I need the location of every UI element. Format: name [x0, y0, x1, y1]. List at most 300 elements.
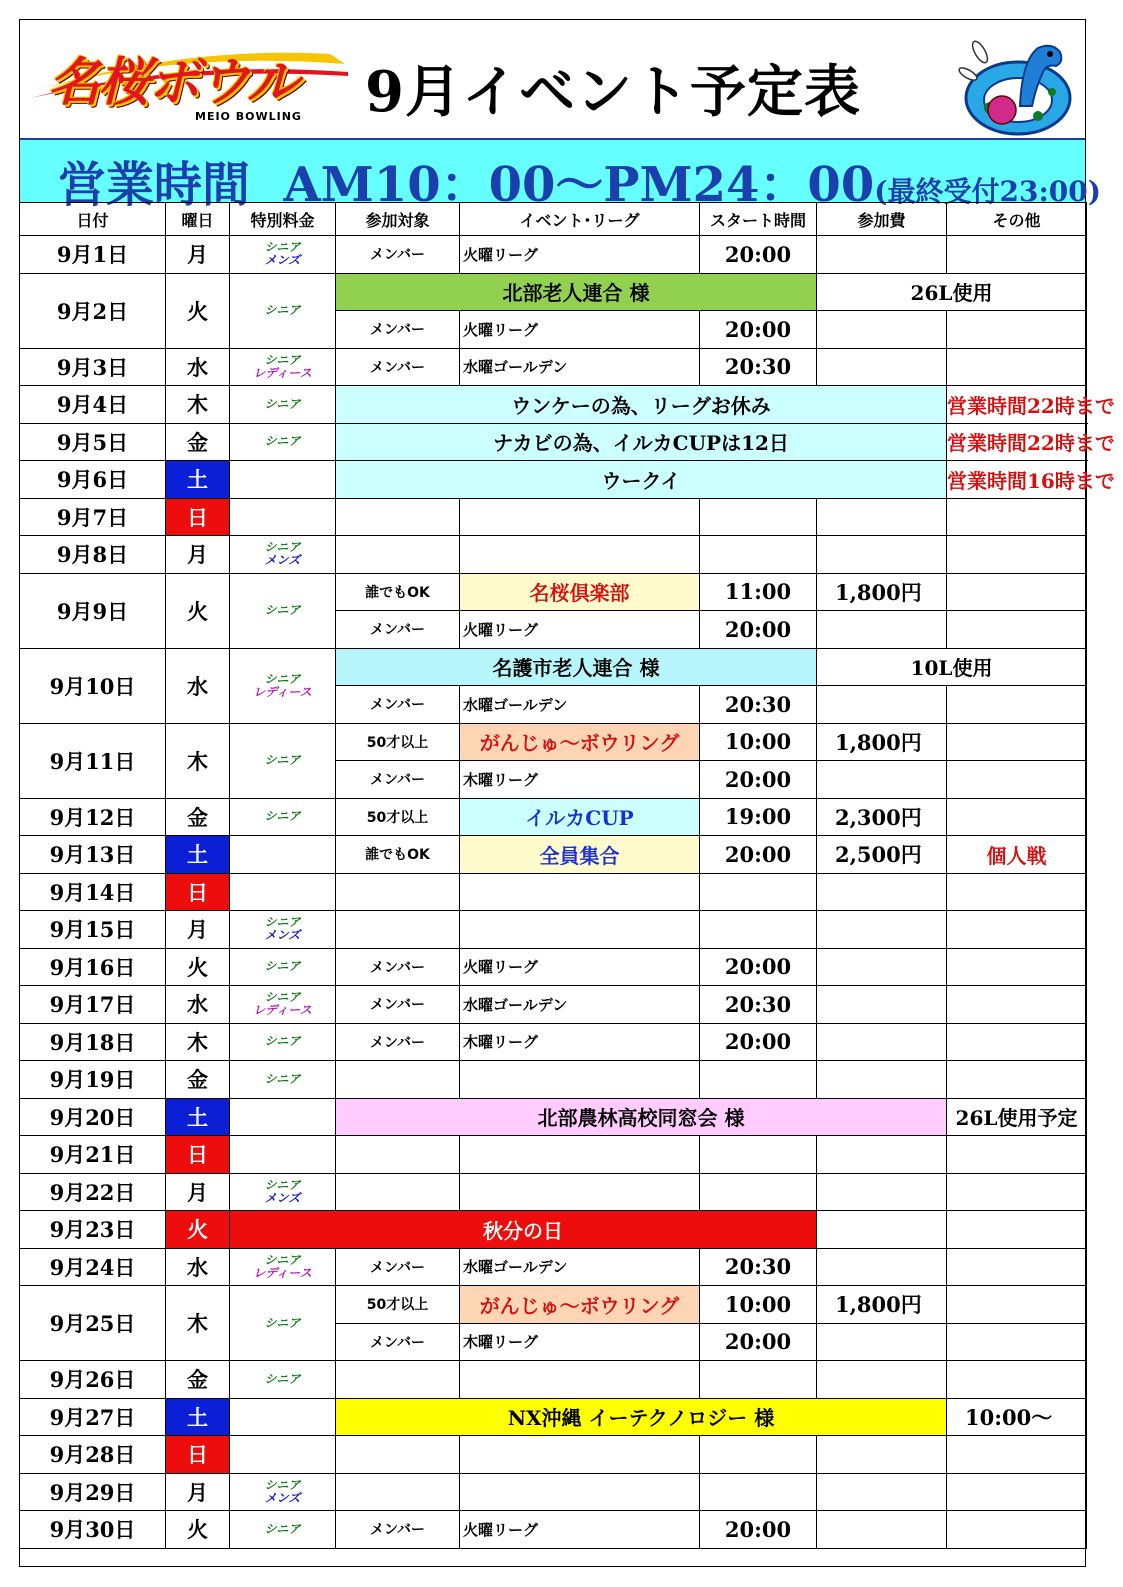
fee-cell: [817, 1323, 947, 1361]
target-cell: 誰でもOK: [336, 573, 460, 611]
fee-cell: [817, 536, 947, 574]
date-cell: 9月12日: [20, 798, 166, 836]
group-note-cell: 10L使用: [817, 648, 1087, 686]
col-header-start: スタート時間: [700, 203, 817, 236]
weekday-cell: 金: [166, 1061, 230, 1099]
group-note-cell: 26L使用: [817, 273, 1087, 311]
table-row: [20, 236, 1087, 274]
other-cell: [947, 1023, 1087, 1061]
event-cell: [460, 1436, 700, 1474]
target-cell: メンバー: [336, 686, 460, 724]
rate-cell: [230, 236, 336, 274]
rate-senior: シニア: [264, 240, 301, 255]
date-cell: 9月10日: [20, 648, 166, 723]
weekday-cell: 水: [166, 986, 230, 1024]
notice-cell: ウークイ: [336, 461, 947, 499]
rate-senior: シニア: [264, 352, 301, 367]
event-cell: [460, 873, 700, 911]
table-row: [20, 986, 1087, 1024]
event-cell: 木曜リーグ: [460, 761, 700, 799]
notice-cell: ウンケーの為、リーグお休み: [336, 386, 947, 424]
business-hours-bar: [20, 140, 1101, 213]
rate-cell: [230, 423, 336, 461]
target-cell: [336, 1061, 460, 1099]
weekday-cell: 木: [166, 1286, 230, 1361]
date-cell: 9月18日: [20, 1023, 166, 1061]
rate-cell: [230, 1061, 336, 1099]
date-cell: 9月8日: [20, 536, 166, 574]
date-cell: 9月2日: [20, 273, 166, 348]
weekday-cell: 金: [166, 1361, 230, 1399]
fee-cell: [817, 1023, 947, 1061]
weekday-cell: 木: [166, 386, 230, 424]
weekday-cell: 土: [166, 1398, 230, 1436]
date-cell: 9月6日: [20, 461, 166, 499]
table-row: [20, 498, 1087, 536]
fee-cell: [817, 986, 947, 1024]
target-cell: [336, 1173, 460, 1211]
rate-cell: [230, 798, 336, 836]
rate-cell: [230, 386, 336, 424]
event-cell: 水曜ゴールデン: [460, 1248, 700, 1286]
other-cell: [947, 948, 1087, 986]
rate-cell: [230, 911, 336, 949]
rate-mens: メンズ: [264, 928, 301, 943]
logo-subtitle: MEIO BOWLING: [195, 110, 302, 123]
rate-senior: シニア: [264, 990, 301, 1005]
rate-cell: [230, 1023, 336, 1061]
group-note-cell: 26L使用予定: [947, 1098, 1087, 1136]
rate-senior: シニア: [264, 959, 301, 974]
event-cell: 水曜ゴールデン: [460, 986, 700, 1024]
fee-cell: [817, 761, 947, 799]
other-cell: [947, 1286, 1087, 1324]
time-cell: 20:00: [700, 1323, 817, 1361]
rate-cell: [230, 1173, 336, 1211]
rate-cell: [230, 1361, 336, 1399]
other-cell: [947, 1473, 1087, 1511]
rate-cell: [230, 1136, 336, 1174]
col-header-date: 日付: [20, 203, 166, 236]
fee-cell: 2,500円: [817, 836, 947, 874]
table-row: [20, 536, 1087, 574]
group-booking-cell: 名護市老人連合 様: [336, 648, 817, 686]
other-cell: [947, 1136, 1087, 1174]
date-cell: 9月21日: [20, 1136, 166, 1174]
rate-senior: シニア: [264, 1252, 301, 1267]
rate-cell: [230, 1398, 336, 1436]
event-cell: [460, 1473, 700, 1511]
fee-cell: 1,800円: [817, 1286, 947, 1324]
col-header-target: 参加対象: [336, 203, 460, 236]
weekday-cell: 月: [166, 911, 230, 949]
weekday-cell: 火: [166, 573, 230, 648]
rate-ladies: レディース: [253, 365, 312, 380]
time-cell: [700, 911, 817, 949]
time-cell: [700, 1136, 817, 1174]
other-cell: [947, 1248, 1087, 1286]
fee-cell: [817, 873, 947, 911]
fee-cell: [817, 1361, 947, 1399]
hours-change-cell: 営業時間22時まで: [947, 386, 1087, 424]
time-cell: [700, 1361, 817, 1399]
other-cell: [947, 573, 1087, 611]
weekday-cell: 木: [166, 723, 230, 798]
weekday-cell: 金: [166, 423, 230, 461]
fee-cell: [817, 1436, 947, 1474]
rate-senior: シニア: [264, 1177, 301, 1192]
other-cell: [947, 761, 1087, 799]
time-cell: 20:00: [700, 236, 817, 274]
other-cell: [947, 686, 1087, 724]
rate-senior: シニア: [264, 1315, 301, 1330]
other-cell: [947, 236, 1087, 274]
event-cell: 火曜リーグ: [460, 948, 700, 986]
rate-ladies: レディース: [253, 1003, 312, 1018]
other-cell: [947, 348, 1087, 386]
event-cell: 火曜リーグ: [460, 236, 700, 274]
logo: [30, 40, 360, 135]
target-cell: [336, 1436, 460, 1474]
table-row: [20, 911, 1087, 949]
time-cell: [700, 498, 817, 536]
target-cell: 50才以上: [336, 798, 460, 836]
target-cell: [336, 536, 460, 574]
weekday-cell: 月: [166, 1173, 230, 1211]
fee-cell: [817, 311, 947, 349]
group-booking-cell: 北部農林高校同窓会 様: [336, 1098, 947, 1136]
weekday-cell: 土: [166, 1098, 230, 1136]
rate-cell: [230, 948, 336, 986]
other-cell: [947, 798, 1087, 836]
event-cell: 水曜ゴールデン: [460, 348, 700, 386]
rate-senior: シニア: [264, 671, 301, 686]
date-cell: 9月7日: [20, 498, 166, 536]
table-row: [20, 1511, 1087, 1549]
fee-cell: 1,800円: [817, 573, 947, 611]
date-cell: 9月5日: [20, 423, 166, 461]
hours-change-cell: 営業時間22時まで: [947, 423, 1087, 461]
date-cell: 9月20日: [20, 1098, 166, 1136]
table-row: [20, 1248, 1087, 1286]
rate-mens: メンズ: [264, 253, 301, 268]
event-cell: [460, 911, 700, 949]
rate-cell: [230, 573, 336, 648]
date-cell: 9月19日: [20, 1061, 166, 1099]
date-cell: 9月26日: [20, 1361, 166, 1399]
target-cell: メンバー: [336, 1248, 460, 1286]
rate-senior: シニア: [264, 1034, 301, 1049]
table-row: [20, 273, 1087, 311]
time-cell: [700, 536, 817, 574]
date-cell: 9月25日: [20, 1286, 166, 1361]
rate-ladies: レディース: [253, 684, 312, 699]
other-cell: [947, 1211, 1087, 1249]
table-row: [20, 1286, 1087, 1324]
target-cell: [336, 911, 460, 949]
target-cell: [336, 1473, 460, 1511]
weekday-cell: 月: [166, 536, 230, 574]
table-row: [20, 948, 1087, 986]
other-cell: [947, 498, 1087, 536]
rate-senior: シニア: [264, 1477, 301, 1492]
table-row: [20, 348, 1087, 386]
time-cell: 10:00: [700, 723, 817, 761]
table-row: [20, 1398, 1087, 1436]
time-cell: 19:00: [700, 798, 817, 836]
rate-senior: シニア: [264, 1371, 301, 1386]
group-booking-cell: NX沖縄 イーテクノロジー 様: [336, 1398, 947, 1436]
date-cell: 9月1日: [20, 236, 166, 274]
time-cell: [700, 1061, 817, 1099]
target-cell: [336, 873, 460, 911]
target-cell: 50才以上: [336, 723, 460, 761]
other-cell: [947, 1061, 1087, 1099]
event-cell: [460, 1361, 700, 1399]
table-row: [20, 423, 1087, 461]
fee-cell: [817, 1511, 947, 1549]
event-cell: 火曜リーグ: [460, 611, 700, 649]
table-header-row: [20, 203, 1087, 236]
event-cell: [460, 498, 700, 536]
date-cell: 9月3日: [20, 348, 166, 386]
notice-cell: ナカビの為、イルカCUPは12日: [336, 423, 947, 461]
date-cell: 9月27日: [20, 1398, 166, 1436]
table-row: [20, 836, 1087, 874]
col-header-rate: 特別料金: [230, 203, 336, 236]
rate-cell: [230, 1436, 336, 1474]
last-entry-note: (最終受付23:00): [874, 175, 1101, 208]
weekday-cell: 土: [166, 461, 230, 499]
col-header-fee: 参加費: [817, 203, 947, 236]
weekday-cell: 月: [166, 236, 230, 274]
holiday-cell: 秋分の日: [230, 1211, 817, 1249]
other-cell: [947, 1511, 1087, 1549]
page-title: 9月イベント予定表: [365, 59, 861, 125]
time-cell: 20:30: [700, 986, 817, 1024]
weekday-cell: 火: [166, 1511, 230, 1549]
target-cell: [336, 1361, 460, 1399]
date-cell: 9月4日: [20, 386, 166, 424]
business-hours-range: AM10：00～PM24：00: [283, 157, 875, 213]
target-cell: メンバー: [336, 236, 460, 274]
date-cell: 9月28日: [20, 1436, 166, 1474]
weekday-cell: 火: [166, 1211, 230, 1249]
rate-cell: [230, 986, 336, 1024]
table-row: [20, 1436, 1087, 1474]
fee-cell: [817, 1136, 947, 1174]
rate-ladies: レディース: [253, 1265, 312, 1280]
fee-cell: [817, 1473, 947, 1511]
time-cell: 20:00: [700, 1511, 817, 1549]
weekday-cell: 日: [166, 1136, 230, 1174]
target-cell: メンバー: [336, 1323, 460, 1361]
rate-cell: [230, 836, 336, 874]
rate-cell: [230, 348, 336, 386]
other-cell: [947, 536, 1087, 574]
other-cell: [947, 911, 1087, 949]
rate-senior: シニア: [264, 915, 301, 930]
weekday-cell: 水: [166, 1248, 230, 1286]
table-row: [20, 1173, 1087, 1211]
rate-senior: シニア: [264, 809, 301, 824]
rate-senior: シニア: [264, 434, 301, 449]
time-cell: 20:30: [700, 348, 817, 386]
fee-cell: [817, 948, 947, 986]
table-row: [20, 1473, 1087, 1511]
target-cell: メンバー: [336, 611, 460, 649]
weekday-cell: 日: [166, 873, 230, 911]
rate-cell: [230, 1511, 336, 1549]
target-cell: [336, 498, 460, 536]
date-cell: 9月29日: [20, 1473, 166, 1511]
other-cell: [947, 1361, 1087, 1399]
rate-cell: [230, 1248, 336, 1286]
time-cell: 20:00: [700, 948, 817, 986]
rate-cell: [230, 461, 336, 499]
other-cell: [947, 311, 1087, 349]
target-cell: メンバー: [336, 948, 460, 986]
fee-cell: [817, 1061, 947, 1099]
event-cell: がんじゅ～ボウリング: [460, 723, 700, 761]
other-cell: [947, 1173, 1087, 1211]
time-cell: [700, 873, 817, 911]
target-cell: 誰でもOK: [336, 836, 460, 874]
time-cell: 10:00: [700, 1286, 817, 1324]
table-row: [20, 873, 1087, 911]
col-header-event: イベント･リーグ: [460, 203, 700, 236]
table-row: [20, 461, 1087, 499]
event-cell: 水曜ゴールデン: [460, 686, 700, 724]
event-cell: がんじゅ～ボウリング: [460, 1286, 700, 1324]
date-cell: 9月11日: [20, 723, 166, 798]
rate-cell: [230, 273, 336, 348]
event-cell: 全員集合: [460, 836, 700, 874]
rate-cell: [230, 1473, 336, 1511]
date-cell: 9月23日: [20, 1211, 166, 1249]
weekday-cell: 日: [166, 498, 230, 536]
table-row: [20, 386, 1087, 424]
weekday-cell: 水: [166, 648, 230, 723]
rate-mens: メンズ: [264, 1190, 301, 1205]
target-cell: メンバー: [336, 986, 460, 1024]
time-cell: 11:00: [700, 573, 817, 611]
rate-senior: シニア: [264, 540, 301, 555]
group-booking-cell: 北部老人連合 様: [336, 273, 817, 311]
weekday-cell: 金: [166, 798, 230, 836]
fee-cell: [817, 686, 947, 724]
target-cell: メンバー: [336, 1023, 460, 1061]
target-cell: 50才以上: [336, 1286, 460, 1324]
rate-cell: [230, 873, 336, 911]
table-row: [20, 1211, 1087, 1249]
table-row: [20, 648, 1087, 686]
event-schedule-table: [19, 202, 1115, 1549]
table-row: [20, 1023, 1087, 1061]
event-cell: 名桜倶楽部: [460, 573, 700, 611]
date-cell: 9月24日: [20, 1248, 166, 1286]
rate-mens: メンズ: [264, 553, 301, 568]
event-cell: 木曜リーグ: [460, 1323, 700, 1361]
date-cell: 9月9日: [20, 573, 166, 648]
rate-cell: [230, 536, 336, 574]
table-row: [20, 1061, 1087, 1099]
dolphin-mascot-icon: [960, 30, 1078, 138]
time-cell: [700, 1436, 817, 1474]
event-cell: 火曜リーグ: [460, 311, 700, 349]
rate-cell: [230, 498, 336, 536]
date-cell: 9月14日: [20, 873, 166, 911]
rate-senior: シニア: [264, 396, 301, 411]
fee-cell: [817, 1211, 947, 1249]
event-cell: イルカCUP: [460, 798, 700, 836]
hours-change-cell: 営業時間16時まで: [947, 461, 1087, 499]
business-hours-label: 営業時間: [58, 157, 251, 213]
time-cell: 20:30: [700, 686, 817, 724]
other-cell: [947, 723, 1087, 761]
logo-text: 名桜ボウル: [48, 53, 297, 113]
table-row: [20, 1136, 1087, 1174]
date-cell: 9月13日: [20, 836, 166, 874]
fee-cell: [817, 498, 947, 536]
time-cell: 20:30: [700, 1248, 817, 1286]
rate-senior: シニア: [264, 1071, 301, 1086]
target-cell: メンバー: [336, 348, 460, 386]
date-cell: 9月30日: [20, 1511, 166, 1549]
weekday-cell: 日: [166, 1436, 230, 1474]
other-cell: [947, 986, 1087, 1024]
fee-cell: [817, 1173, 947, 1211]
fee-cell: 10:00～: [947, 1398, 1087, 1436]
table-row: [20, 1098, 1087, 1136]
target-cell: メンバー: [336, 1511, 460, 1549]
fee-cell: [817, 348, 947, 386]
fee-cell: [817, 911, 947, 949]
time-cell: [700, 1473, 817, 1511]
weekday-cell: 火: [166, 948, 230, 986]
event-cell: [460, 1173, 700, 1211]
rate-cell: [230, 1098, 336, 1136]
header: [20, 20, 1085, 140]
other-cell: [947, 1323, 1087, 1361]
col-header-other: その他: [947, 203, 1087, 236]
time-cell: 20:00: [700, 761, 817, 799]
date-cell: 9月16日: [20, 948, 166, 986]
table-row: [20, 798, 1087, 836]
event-cell: 木曜リーグ: [460, 1023, 700, 1061]
rate-senior: シニア: [264, 603, 301, 617]
time-cell: 20:00: [700, 311, 817, 349]
table-row: [20, 723, 1087, 761]
weekday-cell: 土: [166, 836, 230, 874]
event-cell: 火曜リーグ: [460, 1511, 700, 1549]
other-cell: [947, 873, 1087, 911]
rate-cell: [230, 648, 336, 723]
date-cell: 9月22日: [20, 1173, 166, 1211]
time-cell: 20:00: [700, 611, 817, 649]
event-cell: [460, 1061, 700, 1099]
time-cell: 20:00: [700, 1023, 817, 1061]
rate-senior: シニア: [264, 753, 301, 767]
time-cell: 20:00: [700, 836, 817, 874]
other-cell: [947, 1436, 1087, 1474]
other-cell: 個人戦: [947, 836, 1087, 874]
fee-cell: [817, 1248, 947, 1286]
table-row: [20, 1361, 1087, 1399]
fee-cell: [817, 611, 947, 649]
date-cell: 9月17日: [20, 986, 166, 1024]
rate-senior: シニア: [264, 1521, 301, 1536]
